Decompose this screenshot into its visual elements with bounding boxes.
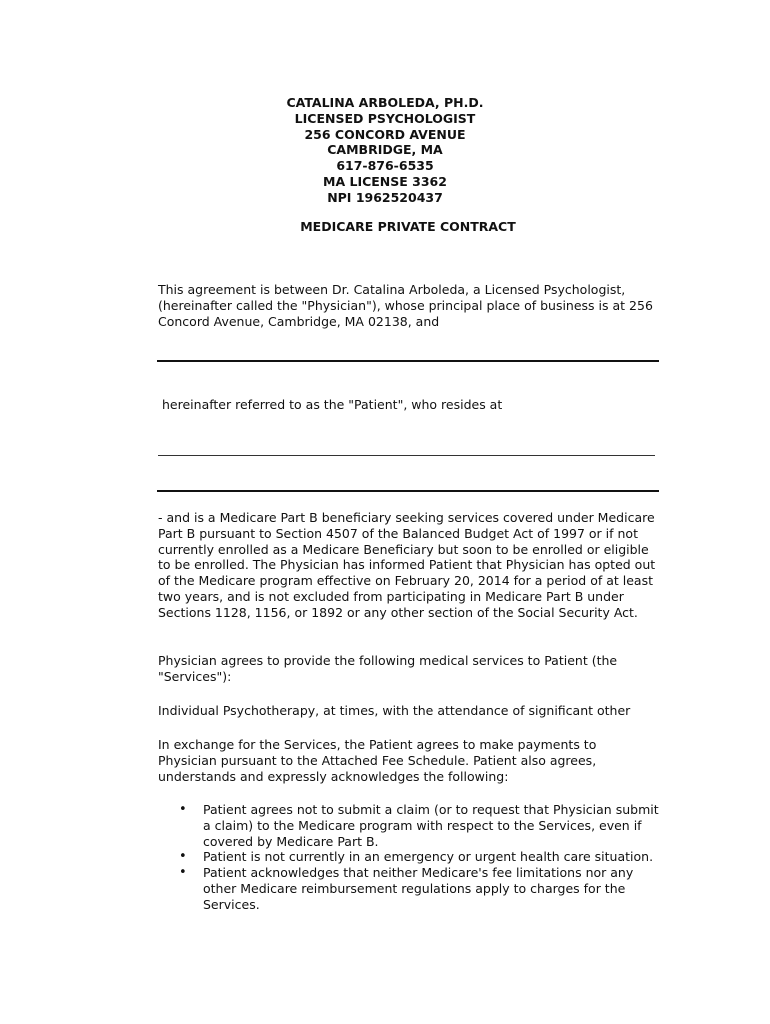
license-number: MA LICENSE 3362: [323, 173, 447, 189]
letterhead: [0, 95, 770, 206]
address-blank-line: [158, 441, 655, 456]
list-item: • Patient acknowledges that neither Medicare's fee limitations nor any other Medicare reimbursement regulations apply to charges for the Services.: [158, 865, 663, 912]
services-intro-paragraph: Physician agrees to provide the following medical services to Patient (the "Services"):: [158, 653, 618, 684]
list-item: • Patient agrees not to submit a claim (or to request that Physician submit a claim) to the Medicare program with respect to the Services, even if covered by Medicare Part B.: [158, 802, 663, 849]
list-item: • Patient is not currently in an emergency or urgent health care situation.: [158, 849, 663, 865]
address-line: [157, 490, 659, 492]
beneficiary-paragraph: - and is a Medicare Part B beneficiary seeking services covered under Medicare Part B pursuant to Section 4507 of the Balanced Budget Act of 1997 or if not currently enrolled as a Medicare Beneficiary but soon to be enrolled or eligible to be enrolled. The Physician has informed Patient that Physician has opted out of the Medicare program effective on February 20, 2014 for a period of at least two years, and is not excluded from participating in Medicare Part B under Sections 1128, 1156, or 1892 or any other section of the Social Security Act.: [158, 510, 656, 620]
phone-number: 617-876-6535: [336, 158, 434, 174]
services-description: Individual Psychotherapy, at times, with the attendance of significant other: [158, 703, 631, 718]
patient-name-line: [157, 360, 659, 362]
contract-title: MEDICARE PRIVATE CONTRACT: [300, 219, 516, 234]
patient-reference-text: hereinafter referred to as the "Patient", who resides at: [162, 397, 503, 412]
exchange-paragraph: In exchange for the Services, the Patient agrees to make payments to Physician pursuant to the Attached Fee Schedule. Patient also agrees, understands and expressly acknowledges the following:: [158, 737, 597, 784]
acknowledgement-list: [158, 802, 663, 913]
intro-paragraph: This agreement is between Dr. Catalina Arboleda, a Licensed Psychologist, (hereinafter called the "Physician"), whose principal place of business is at 256 Concord Avenue, Cambridge, MA 02138, and: [158, 282, 653, 329]
physician-title: LICENSED PSYCHOLOGIST: [294, 110, 476, 126]
street-address: 256 CONCORD AVENUE: [304, 126, 466, 142]
physician-name: CATALINA ARBOLEDA, PH.D.: [286, 95, 484, 110]
npi-number: NPI 1962520437: [327, 189, 443, 205]
city-state: CAMBRIDGE, MA: [327, 142, 443, 158]
